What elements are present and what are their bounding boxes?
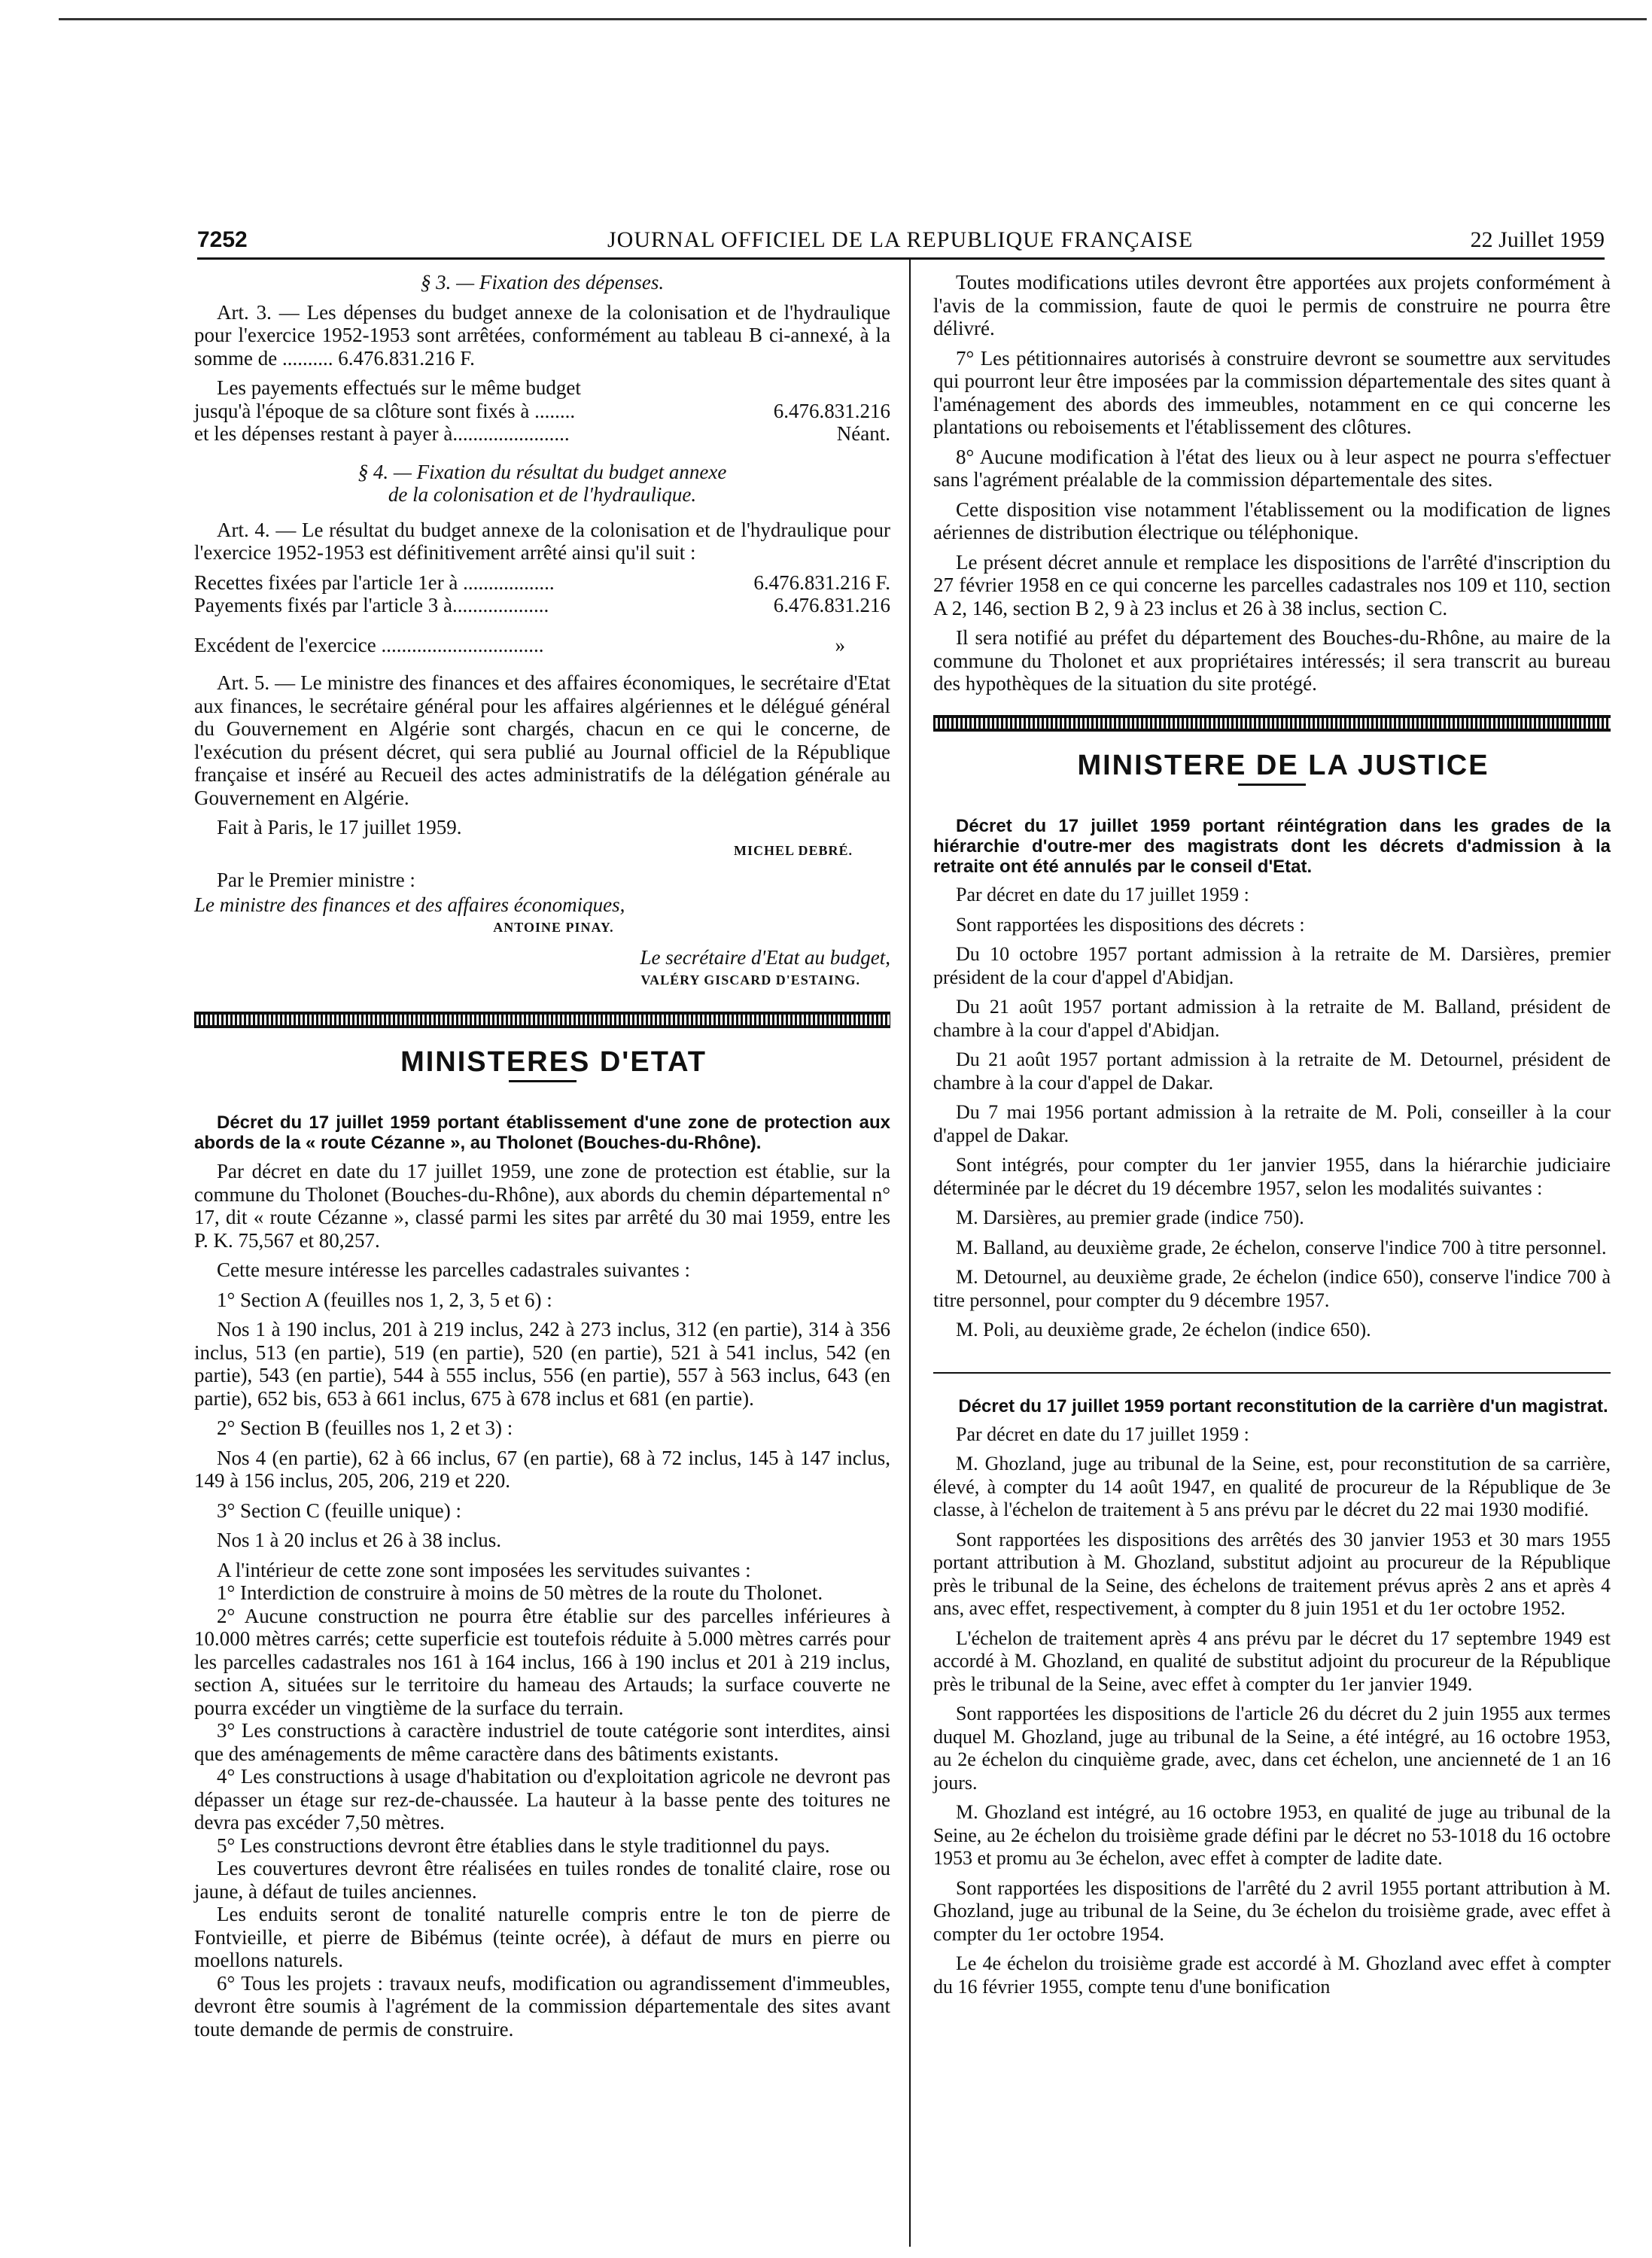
signature-giscard: VALÉRY GISCARD D'ESTAING. — [640, 972, 860, 987]
payments-line-1-label: jusqu'à l'époque de sa clôture sont fixés à ........ — [194, 399, 576, 422]
signature-debre: MICHEL DEBRÉ. — [733, 842, 853, 858]
decree-paragraph: 2° Section B (feuilles nos 1, 2 et 3) : — [217, 1417, 513, 1439]
payments-line-1-value: 6.476.831.216 — [773, 399, 890, 422]
decree-paragraph: 3° Section C (feuille unique) : — [217, 1499, 461, 1522]
decree-paragraph: Il sera notifié au préfet du département des Bouches-du-Rhône, au maire de la commune du Tholonet et aux propriétaires intéressés; il sera transcrit au bureau des hypothèques de la situation du site protégé. — [933, 626, 1611, 695]
payments-line-2-label: et les dépenses restant à payer à....................... — [194, 422, 570, 445]
decree-paragraph: 6° Tous les projets : travaux neufs, modification ou agrandissement d'immeubles, devront être soumis à l'agrément de la commission départementale des sites avant toute demande de permis de construire. — [194, 1971, 890, 2040]
signature-pinay: ANTOINE PINAY. — [493, 920, 614, 935]
ministry-title-justice: MINISTERE DE LA JUSTICE — [1077, 749, 1489, 781]
payments-intro: Les payements effectués sur le même budget — [217, 376, 581, 399]
payements-label: Payements fixés par l'article 3 à................... — [194, 594, 549, 616]
top-scan-edge — [59, 18, 1647, 20]
decree-paragraph: Toutes modifications utiles devront être apportées aux projets conformément à l'avis de la commission, faute de quoi le permis de construire ne pourra être délivré. — [933, 271, 1611, 339]
decree-paragraph: Les enduits seront de tonalité naturelle compris entre le ton de pierre de Fontvieille, et pierre de Bibémus (teinte ocrée), à défaut de murs en pierre ou moellons naturels. — [194, 1903, 890, 1971]
decree-paragraph: Cette mesure intéresse les parcelles cadastrales suivantes : — [217, 1258, 691, 1281]
decree-paragraph: Par décret en date du 17 juillet 1959, une zone de protection est établie, sur la commune du Tholonet (Bouches-du-Rhône), aux abords du chemin départemental n° 17, dit « route Cézanne », classé parmi les sites par arrêté du 30 mai 1959, entre les P. K. 75,567 et 80,257. — [194, 1160, 890, 1252]
decree-paragraph: Sont rapportées les dispositions des arrêtés des 30 janvier 1953 et 30 mars 1955 portant attribution à M. Ghozland, substitut adjoint au procureur de la République près le tribunal de la Seine, des échelons de traitement prévus après 2 ans et après 4 ans, avec effet, respectivement, à compter du 8 juin 1951 et du 1er octobre 1952. — [933, 1528, 1611, 1619]
issue-date: 22 Juillet 1959 — [1470, 227, 1605, 252]
excedent-value: » — [835, 633, 845, 656]
decree-paragraph: Du 21 août 1957 portant admission à la retraite de M. Detournel, président de chambre à la cour d'appel de Dakar. — [933, 1048, 1611, 1094]
decree-paragraph: 4° Les constructions à usage d'habitation ou d'exploitation agricole ne devront pas dépasser un étage sur rez-de-chaussée. La hauteur à la basse pente des toitures ne devra pas excéder 7,50 mètres. — [194, 1765, 890, 1833]
ministre-finances: Le ministre des finances et des affaires économiques, — [194, 893, 625, 916]
payments-line-2 — [194, 422, 890, 446]
decree-paragraph: 2° Aucune construction ne pourra être établie sur des parcelles inférieures à 10.000 mètres carrés; cette superficie est toutefois réduite à 5.000 mètres carrés pour les parcelles cadastrales nos 161 à 164 inclus, 166 à 190 inclus et 201 à 219 inclus, section A, situées sur le territoire du hameau des Artauds; la surface couverte ne pourra excéder un vingtième de la surface du terrain. — [194, 1604, 890, 1719]
decree-paragraph: 5° Les constructions devront être établies dans le style traditionnel du pays. — [217, 1833, 830, 1857]
article-5: Art. 5. — Le ministre des finances et des affaires économiques, le secrétaire d'Etat aux finances, le secrétaire général pour les affaires algériennes et le délégué général du Gouvernement en Algérie sont chargés, chacun en ce qui le concerne, de l'exécution du présent décret, qui sera publié au Journal officiel de la République française et inséré au Recueil des actes administratifs de la délégation générale au Gouvernement en Algérie. — [194, 671, 890, 809]
page-header — [197, 227, 1605, 257]
recettes-value: 6.476.831.216 F. — [753, 571, 890, 594]
excedent-label: Excédent de l'exercice ................................ — [194, 633, 544, 656]
decree-paragraph: M. Poli, au deuxième grade, 2e échelon (indice 650). — [956, 1319, 1371, 1340]
ministry-title-etat: MINISTERES D'ETAT — [400, 1045, 707, 1078]
right-column — [933, 271, 1611, 2005]
decree-paragraph: 7° Les pétitionnaires autorisés à construire devront se soumettre aux servitudes qui pourront leur être imposées par la commission départementale des sites quant à l'aménagement des abords des immeubles, notamment en ce qui concerne les plantations ou reboisements et l'établissement des clôtures. — [933, 346, 1611, 438]
decree-paragraph: Sont rapportées les dispositions de l'arrêté du 2 avril 1955 portant attribution à M. Ghozland, juge au tribunal de la Seine, du 3e échelon du troisième grade, avec effet à compter du 1er octobre 1954. — [933, 1876, 1611, 1945]
decree-paragraph: Du 21 août 1957 portant admission à la retraite de M. Balland, président de chambre à la cour d'appel d'Abidjan. — [933, 996, 1611, 1041]
column-divider — [909, 260, 911, 2247]
excedent-line — [194, 634, 890, 657]
payments-line-2-value: Néant. — [836, 422, 890, 445]
decree-title-reconstitution: Décret du 17 juillet 1959 portant reconstitution de la carrière d'un magistrat. — [958, 1395, 1608, 1417]
decree-title-cezanne: Décret du 17 juillet 1959 portant établissement d'une zone de protection aux abords de la « route Cézanne », au Tholonet (Bouches-du-Rhône). — [194, 1112, 890, 1153]
section-4-title-2: de la colonisation et de l'hydraulique. — [388, 483, 697, 506]
decree-paragraph: Par décret en date du 17 juillet 1959 : — [956, 884, 1249, 905]
title-rule — [1238, 784, 1306, 786]
decree-paragraph: 8° Aucune modification à l'état des lieux ou à leur aspect ne pourra s'effectuer sans l'agrément préalable de la commission départementale des sites. — [933, 445, 1611, 491]
decree-paragraph: M. Ghozland est intégré, au 16 octobre 1953, en qualité de juge au tribunal de la Seine, au 2e échelon du troisième grade défini par le décret no 53-1018 du 16 octobre 1953 et promu au 3e échelon, avec effet à compter de ladite date. — [933, 1801, 1611, 1869]
recettes-line — [194, 571, 890, 595]
page-number: 7252 — [197, 227, 248, 252]
decree-paragraph: Nos 4 (en partie), 62 à 66 inclus, 67 (en partie), 68 à 72 inclus, 145 à 147 inclus, 149 à 156 inclus, 205, 206, 219 et 220. — [194, 1446, 890, 1492]
decree-paragraph: M. Detournel, au deuxième grade, 2e échelon (indice 650), conserve l'indice 700 à titre personnel, pour compter du 9 décembre 1957. — [933, 1266, 1611, 1311]
fait-a-paris: Fait à Paris, le 17 juillet 1959. — [217, 816, 462, 838]
decree-paragraph: 3° Les constructions à caractère industriel de toute catégorie sont interdites, ainsi que des aménagements de même caractère dans des bâtiments existants. — [194, 1719, 890, 1765]
section-separator — [933, 715, 1611, 732]
decree-title-reintegration: Décret du 17 juillet 1959 portant réintégration dans les grades de la hiérarchie d'outre-mer des magistrats dont les décrets d'admission à la retraite ont été annulés par le conseil d'Etat. — [933, 816, 1611, 877]
section-3-title: § 3. — Fixation des dépenses. — [420, 271, 665, 294]
payements-value: 6.476.831.216 — [773, 594, 890, 616]
decree-paragraph: L'échelon de traitement après 4 ans prévu par le décret du 17 septembre 1949 est accordé à M. Ghozland, en qualité de substitut adjoint du procureur de la République près le tribunal de la Seine, avec effet à compter du 1er janvier 1949. — [933, 1627, 1611, 1695]
decree-paragraph: 1° Interdiction de construire à moins de 50 mètres de la route du Tholonet. — [217, 1581, 823, 1604]
decree-paragraph: Le 4e échelon du troisième grade est accordé à M. Ghozland avec effet à compter du 16 février 1955, compte tenu d'une bonification — [933, 1952, 1611, 1998]
section-4-title-1: § 4. — Fixation du résultat du budget annexe — [357, 460, 727, 483]
decree-paragraph: Du 10 octobre 1957 portant admission à la retraite de M. Darsières, premier président de la cour d'appel d'Abidjan. — [933, 943, 1611, 988]
title-rule — [509, 1080, 577, 1082]
decree-paragraph: M. Darsières, au premier grade (indice 750). — [956, 1207, 1304, 1228]
decree-paragraph: 1° Section A (feuilles nos 1, 2, 3, 5 et 6) : — [217, 1288, 552, 1311]
left-column — [194, 271, 890, 2040]
recettes-label: Recettes fixées par l'article 1er à .................. — [194, 571, 555, 594]
section-separator — [194, 1012, 890, 1028]
decree-paragraph: Nos 1 à 20 inclus et 26 à 38 inclus. — [217, 1529, 501, 1551]
secretaire-budget: Le secrétaire d'Etat au budget, — [640, 945, 890, 969]
decree-paragraph: M. Balland, au deuxième grade, 2e échelon, conserve l'indice 700 à titre personnel. — [956, 1236, 1607, 1258]
header-rule — [197, 257, 1605, 260]
payements-line — [194, 594, 890, 617]
decree-paragraph: Sont rapportées les dispositions des décrets : — [956, 913, 1305, 936]
decree-paragraph: A l'intérieur de cette zone sont imposées les servitudes suivantes : — [217, 1558, 751, 1581]
par-premier-ministre: Par le Premier ministre : — [217, 869, 415, 891]
decree-paragraph: Sont intégrés, pour compter du 1er janvier 1955, dans la hiérarchie judiciaire déterminée par le décret du 19 décembre 1957, selon les modalités suivantes : — [933, 1154, 1611, 1199]
decree-paragraph: Du 7 mai 1956 portant admission à la retraite de M. Poli, conseiller à la cour d'appel de Dakar. — [933, 1101, 1611, 1146]
article-3: Art. 3. — Les dépenses du budget annexe de la colonisation et de l'hydraulique pour l'exercice 1952-1953 sont arrêtées, conformément au tableau B ci-annexé, à la somme de .......... 6.476.831.216 F. — [194, 300, 890, 370]
journal-title: JOURNAL OFFICIEL DE LA REPUBLIQUE FRANÇAISE — [607, 227, 1194, 252]
payments-line-1 — [194, 400, 890, 423]
decree-paragraph: M. Ghozland, juge au tribunal de la Seine, est, pour reconstitution de sa carrière, élevé, à compter du 14 août 1947, en qualité de procureur de la République de 3e classe, à l'échelon de traitement à 5 ans prévu par le décret du 22 mai 1930 modifié. — [933, 1453, 1611, 1520]
decree-paragraph: Les couvertures devront être réalisées en tuiles rondes de tonalité claire, rose ou jaune, à défaut de tuiles anciennes. — [194, 1857, 890, 1903]
decree-paragraph: Nos 1 à 190 inclus, 201 à 219 inclus, 242 à 273 inclus, 312 (en partie), 314 à 356 inclus, 513 (en partie), 519 (en partie), 520 (en partie), 521 à 541 inclus, 542 (en partie), 543 (en partie), 544 à 555 inclus, 556 (en partie), 557 à 563 inclus, 643 (en partie), 652 bis, 653 à 661 inclus, 675 à 678 inclus et 681 (en partie). — [194, 1318, 890, 1410]
decree-separator — [933, 1372, 1611, 1374]
decree-paragraph: Par décret en date du 17 juillet 1959 : — [956, 1423, 1249, 1445]
article-4: Art. 4. — Le résultat du budget annexe de la colonisation et de l'hydraulique pour l'exercice 1952-1953 est définitivement arrêté ainsi qu'il suit : — [194, 518, 890, 564]
decree-paragraph: Le présent décret annule et remplace les dispositions de l'arrêté d'inscription du 27 février 1958 en ce qui concerne les parcelles cadastrales nos 109 et 110, section A 2, 146, section B 2, 9 à 23 inclus et 26 à 38 inclus, section C. — [933, 550, 1611, 619]
decree-paragraph: Sont rapportées les dispositions de l'article 26 du décret du 2 juin 1955 aux termes duquel M. Ghozland, juge au tribunal de la Seine, a été intégré, au 16 octobre 1953, au 2e échelon du cinquième grade, avec, dans cet échelon, une ancienneté de 1 an 16 jours. — [933, 1703, 1611, 1794]
decree-paragraph: Cette disposition vise notamment l'établissement ou la modification de lignes aériennes de distribution électrique ou téléphonique. — [933, 498, 1611, 543]
